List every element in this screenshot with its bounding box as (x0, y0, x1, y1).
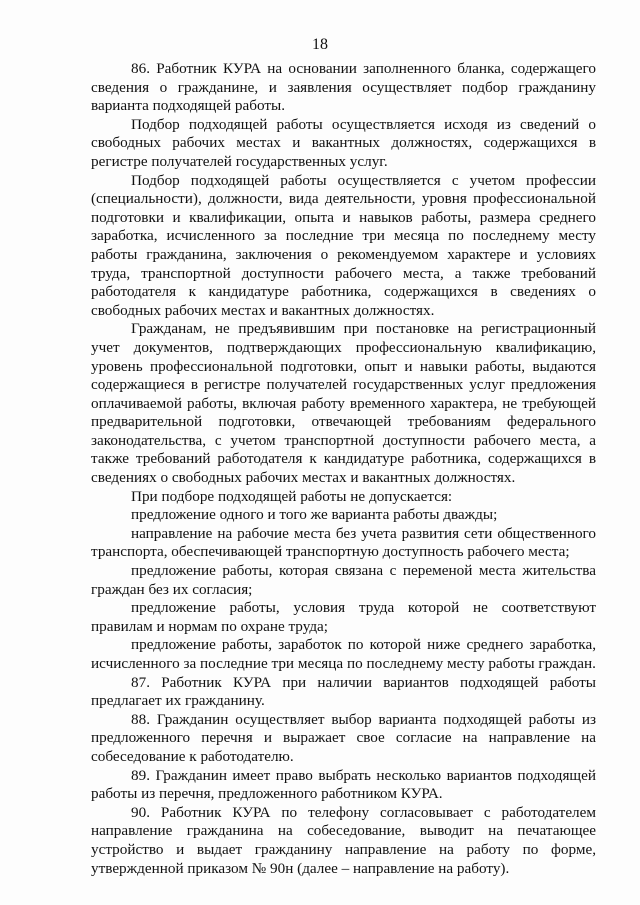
list-item-low-salary: предложение работы, заработок по которой ниже среднего заработка, исчисленного за последние три месяца по последнему месту работы граждан. (91, 636, 596, 672)
document-body (91, 60, 596, 878)
paragraph-89: 89. Гражданин имеет право выбрать несколько вариантов подходящей работы из перечня, предложенного работником КУРА. (91, 766, 596, 803)
paragraph-90: 90. Работник КУРА по телефону согласовывает с работодателем направление гражданина на собеседование, выводит на печатающее устройство и выдает гражданину направление на работу по форме, утвержденной приказом № 90н (далее – направление на работу). (91, 803, 596, 877)
paragraph-86: 86. Работник КУРА на основании заполненного бланка, содержащего сведения о гражданине, и заявления осуществляет подбор гражданину варианта подходящей работы. (91, 60, 596, 115)
paragraph-88: 88. Гражданин осуществляет выбор варианта подходящей работы из предложенного перечня и выражает свое согласие на направление на собеседование к работодателю. (91, 710, 596, 765)
paragraph-selection-criteria: Подбор подходящей работы осуществляется с учетом профессии (специальности), должности, вида деятельности, уровня профессиональной подготовки и квалификации, опыта и навыков работы, размера среднего заработка, исчисленного за последние три месяца по последнему месту работы гражданина, заключения о рекомендуемом характере и условиях труда, транспортной доступности рабочего места, а также требований работодателя к кандидатуре работника, содержащихся в сведениях о свободных рабочих местах и вакантных должностях. (91, 171, 596, 319)
list-item-repeat-offer: предложение одного и того же варианта работы дважды; (131, 506, 498, 524)
page-number: 18 (312, 36, 328, 53)
paragraph-selection-basis: Подбор подходящей работы осуществляется исходя из сведений о свободных рабочих местах и вакантных должностях, содержащихся в регистре получателей государственных услуг. (91, 115, 596, 170)
list-item-relocation: предложение работы, которая связана с переменой места жительства граждан без их согласия; (91, 562, 596, 598)
paragraph-no-documents: Гражданам, не предъявившим при постановке на регистрационный учет документов, подтверждающих профессиональную квалификацию, уровень профессиональной подготовки, опыт и навыки работы, выдаются содержащиеся в регистре получателей государственных услуг предложения оплачиваемой работы, включая работу временного характера, не требующей предварительной подготовки, отвечающей требованиям федерального законодательства, с учетом транспортной доступности рабочего места, а также требований работодателя к кандидатуре работника, содержащихся в сведениях о свободных рабочих местах и вакантных должностях. (91, 320, 596, 487)
list-item-safety: предложение работы, условия труда которой не соответствуют правилам и нормам по охране труда; (91, 599, 596, 635)
paragraph-87: 87. Работник КУРА при наличии вариантов подходящей работы предлагает их гражданину. (91, 673, 596, 710)
list-item-transport: направление на рабочие места без учета развития сети общественного транспорта, обеспечивающей транспортную доступность рабочего места; (91, 524, 596, 561)
paragraph-not-allowed-intro: При подборе подходящей работы не допускается: (131, 487, 453, 505)
